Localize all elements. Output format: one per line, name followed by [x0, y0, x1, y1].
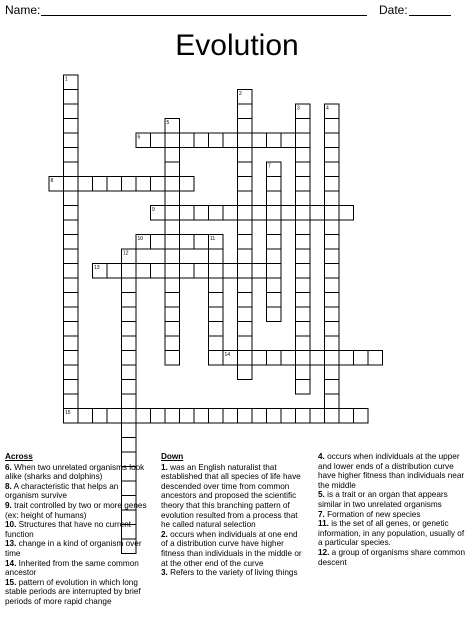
down-clues — [161, 452, 306, 578]
grid-cell[interactable] — [339, 409, 354, 424]
grid-cell[interactable] — [238, 177, 253, 192]
grid-cell[interactable] — [122, 322, 137, 337]
grid-cell[interactable] — [194, 409, 209, 424]
grid-cell[interactable] — [267, 351, 282, 366]
grid-cell[interactable] — [325, 409, 340, 424]
grid-cell[interactable] — [64, 278, 79, 293]
grid-cell[interactable] — [78, 409, 93, 424]
grid-cell[interactable] — [310, 409, 325, 424]
grid-cell[interactable] — [296, 409, 311, 424]
cell-number: 13 — [94, 265, 100, 271]
grid-cell[interactable] — [180, 235, 195, 250]
grid-cell[interactable] — [325, 264, 340, 279]
clue-item: 10. Structures that have no current function — [5, 520, 132, 539]
grid-cell[interactable] — [325, 380, 340, 395]
grid-cell[interactable] — [354, 409, 369, 424]
grid-cell[interactable] — [136, 177, 151, 192]
grid-cell[interactable] — [238, 336, 253, 351]
grid-cell[interactable] — [267, 191, 282, 206]
grid-cell[interactable] — [165, 409, 180, 424]
cell-number: 14 — [224, 352, 231, 358]
grid-cell[interactable] — [325, 235, 340, 250]
grid-cell[interactable] — [64, 394, 79, 409]
grid-cell[interactable] — [238, 409, 253, 424]
grid-cell[interactable] — [238, 322, 253, 337]
clue-item: 15. pattern of evolution in which long stable periods are interrupted by brief periods of more rapid change — [5, 577, 141, 606]
grid-cell[interactable] — [296, 220, 311, 235]
grid-cell[interactable] — [209, 206, 224, 221]
grid-cell[interactable] — [325, 220, 340, 235]
grid-cell[interactable] — [296, 191, 311, 206]
grid-cell[interactable] — [64, 119, 79, 134]
clue-item: 8. A characteristic that helps an organism survive — [5, 481, 119, 501]
grid-cell[interactable] — [165, 162, 180, 177]
grid-cell[interactable] — [122, 394, 137, 409]
grid-cell[interactable] — [325, 206, 340, 221]
grid-cell[interactable] — [194, 133, 209, 148]
grid-cell[interactable] — [223, 133, 238, 148]
grid-cell[interactable] — [238, 104, 253, 119]
grid-cell[interactable] — [180, 206, 195, 221]
grid-cell[interactable] — [151, 264, 166, 279]
clue-item: 1. was an English naturalist that established that all species of life have descended over time from common ancestors and proposed the scientific theory that this branching pattern of evolution resulted from a process that he called natural selection — [161, 462, 301, 530]
cell-number: 2 — [239, 91, 242, 97]
grid-cell[interactable] — [310, 206, 325, 221]
cell-number: 7 — [268, 163, 271, 170]
grid-cell[interactable] — [136, 264, 151, 279]
grid-cell[interactable] — [165, 235, 180, 250]
grid-cell[interactable] — [165, 307, 180, 322]
grid-cell[interactable] — [122, 365, 137, 380]
grid-cell[interactable] — [281, 409, 296, 424]
grid-cell[interactable] — [180, 133, 195, 148]
grid-cell[interactable] — [267, 264, 282, 279]
grid-cell[interactable] — [238, 249, 253, 264]
cell-number: 8 — [50, 178, 54, 184]
grid-cell[interactable] — [325, 351, 340, 366]
clue-item: 14. Inherited from the same common ancestor — [5, 558, 139, 578]
grid-cell[interactable] — [64, 177, 79, 192]
grid-cell[interactable] — [151, 409, 166, 424]
grid-cell[interactable] — [223, 409, 238, 424]
grid-cell[interactable] — [238, 119, 253, 134]
grid-cell[interactable] — [107, 177, 122, 192]
grid-cell[interactable] — [64, 191, 79, 206]
grid-cell[interactable] — [151, 177, 166, 192]
grid-cell[interactable] — [165, 293, 180, 308]
grid-cell[interactable] — [93, 177, 108, 192]
cell-number: 15 — [65, 410, 71, 416]
grid-cell[interactable] — [252, 133, 267, 148]
grid-cell[interactable] — [296, 119, 311, 134]
grid-cell[interactable] — [122, 293, 137, 308]
grid-cell[interactable] — [354, 351, 369, 366]
grid-cell[interactable] — [165, 264, 180, 279]
grid-cell[interactable] — [238, 235, 253, 250]
clue-item: 6. When two unrelated organisms look alike (sharks and dolphins) — [5, 462, 145, 482]
grid-cell[interactable] — [180, 409, 195, 424]
grid-cell[interactable] — [238, 220, 253, 235]
grid-cell[interactable] — [209, 249, 224, 264]
down-clues-continued — [318, 452, 468, 567]
grid-cell[interactable] — [209, 322, 224, 337]
grid-cell[interactable] — [296, 336, 311, 351]
grid-cell[interactable] — [267, 278, 282, 293]
grid-cell[interactable] — [165, 278, 180, 293]
grid-cell[interactable] — [267, 133, 282, 148]
grid-cell[interactable] — [209, 336, 224, 351]
grid-cell[interactable] — [325, 394, 340, 409]
across-heading: Across — [5, 452, 33, 461]
grid-cell[interactable] — [267, 177, 282, 192]
grid-cell[interactable] — [64, 220, 79, 235]
grid-cell[interactable] — [339, 351, 354, 366]
clue-item: 11. is the set of all genes, or genetic information, in any population, usually of a particular species. — [318, 519, 465, 548]
grid-cell[interactable] — [368, 351, 383, 366]
grid-cell[interactable] — [325, 249, 340, 264]
grid-cell[interactable] — [296, 206, 311, 221]
name-label: Name: — [5, 3, 41, 17]
grid-cell[interactable] — [325, 336, 340, 351]
grid-cell[interactable] — [296, 380, 311, 395]
grid-cell[interactable] — [296, 249, 311, 264]
across-clues — [5, 452, 148, 607]
cell-number: 4 — [326, 105, 329, 112]
grid-cell[interactable] — [64, 133, 79, 148]
grid-cell[interactable] — [325, 365, 340, 380]
grid-cell[interactable] — [122, 438, 137, 453]
grid-cell[interactable] — [64, 206, 79, 221]
grid-cell[interactable] — [296, 235, 311, 250]
grid-cell[interactable] — [122, 307, 137, 322]
grid-cell[interactable] — [267, 220, 282, 235]
grid-cell[interactable] — [122, 380, 137, 395]
grid-cell[interactable] — [325, 148, 340, 163]
grid-cell[interactable] — [238, 264, 253, 279]
cell-number: 10 — [137, 236, 144, 242]
grid-cell[interactable] — [310, 351, 325, 366]
grid-cell[interactable] — [296, 307, 311, 322]
clue-item: 5. is a trait or an organ that appears similar in two unrelated organisms — [318, 490, 448, 509]
grid-cell[interactable] — [223, 264, 238, 279]
grid-cell[interactable] — [64, 249, 79, 264]
grid-cell[interactable] — [296, 162, 311, 177]
grid-cell[interactable] — [267, 293, 282, 308]
grid-cell[interactable] — [252, 351, 267, 366]
grid-cell[interactable] — [267, 235, 282, 250]
grid-cell[interactable] — [64, 307, 79, 322]
grid-cell[interactable] — [165, 206, 180, 221]
grid-cell[interactable] — [252, 206, 267, 221]
grid-cell[interactable] — [238, 365, 253, 380]
grid-cell[interactable] — [252, 264, 267, 279]
grid-cell[interactable] — [325, 162, 340, 177]
grid-cell[interactable] — [64, 162, 79, 177]
grid-cell[interactable] — [165, 148, 180, 163]
clue-item: 9. trait controlled by two or more genes (ex: height of humans) — [5, 500, 147, 520]
grid-cell[interactable] — [238, 278, 253, 293]
date-label: Date: — [379, 3, 408, 17]
grid-cell[interactable] — [325, 293, 340, 308]
grid-cell[interactable] — [281, 133, 296, 148]
grid-cell[interactable] — [325, 177, 340, 192]
grid-cell[interactable] — [122, 336, 137, 351]
cell-number: 1 — [65, 76, 68, 83]
grid-cell[interactable] — [165, 249, 180, 264]
grid-cell[interactable] — [93, 409, 108, 424]
grid-cell[interactable] — [296, 293, 311, 308]
grid-cell[interactable] — [64, 322, 79, 337]
grid-cell[interactable] — [339, 206, 354, 221]
cell-number: 5 — [166, 120, 170, 126]
grid-cell[interactable] — [238, 162, 253, 177]
grid-cell[interactable] — [107, 264, 122, 279]
grid-cell[interactable] — [78, 177, 93, 192]
page-title: Evolution — [175, 29, 299, 62]
grid-cell[interactable] — [238, 191, 253, 206]
grid-cell[interactable] — [64, 365, 79, 380]
grid-cell[interactable] — [296, 365, 311, 380]
grid-cell[interactable] — [122, 177, 137, 192]
grid-cell[interactable] — [296, 278, 311, 293]
grid-cell[interactable] — [325, 307, 340, 322]
grid-cell[interactable] — [209, 351, 224, 366]
grid-cell[interactable] — [267, 409, 282, 424]
cell-number: 12 — [123, 250, 129, 257]
grid-cell[interactable] — [238, 133, 253, 148]
grid-cell[interactable] — [238, 293, 253, 308]
grid-cell[interactable] — [267, 249, 282, 264]
grid-cell[interactable] — [325, 119, 340, 134]
grid-cell[interactable] — [64, 148, 79, 163]
grid-cell[interactable] — [209, 293, 224, 308]
grid-cell[interactable] — [209, 307, 224, 322]
grid-cell[interactable] — [209, 278, 224, 293]
grid-cell[interactable] — [194, 264, 209, 279]
grid-cell[interactable] — [296, 264, 311, 279]
grid-cell[interactable] — [107, 409, 122, 424]
grid-cell[interactable] — [180, 264, 195, 279]
grid-cell[interactable] — [194, 235, 209, 250]
grid-cell[interactable] — [296, 322, 311, 337]
grid-cell[interactable] — [325, 191, 340, 206]
grid-cell[interactable] — [122, 264, 137, 279]
grid-cell[interactable] — [238, 351, 253, 366]
grid-cell[interactable] — [209, 264, 224, 279]
grid-cell[interactable] — [165, 351, 180, 366]
grid-cell[interactable] — [325, 278, 340, 293]
grid-cell[interactable] — [122, 423, 137, 438]
grid-cell[interactable] — [281, 351, 296, 366]
grid-cell[interactable] — [267, 307, 282, 322]
clue-item: 12. a group of organisms share common descent — [318, 547, 466, 567]
grid-cell[interactable] — [296, 148, 311, 163]
grid-cell[interactable] — [238, 148, 253, 163]
clue-item: 2. occurs when individuals at one end of a distribution curve have higher fitness than individuals in the middle or at the other end of the curve — [161, 529, 302, 568]
grid-cell[interactable] — [252, 409, 267, 424]
down-heading: Down — [161, 452, 184, 461]
grid-cell[interactable] — [267, 206, 282, 221]
grid-cell[interactable] — [165, 133, 180, 148]
grid-cell[interactable] — [325, 322, 340, 337]
cell-number: 6 — [137, 134, 141, 141]
grid-cell[interactable] — [122, 278, 137, 293]
grid-cell[interactable] — [64, 264, 79, 279]
grid-cell[interactable] — [64, 90, 79, 105]
grid-cell[interactable] — [165, 336, 180, 351]
grid-cell[interactable] — [64, 293, 79, 308]
grid-cell[interactable] — [325, 133, 340, 148]
grid-cell[interactable] — [165, 177, 180, 192]
grid-cell[interactable] — [238, 206, 253, 221]
grid-cell[interactable] — [165, 322, 180, 337]
grid-cell[interactable] — [194, 206, 209, 221]
grid-cell[interactable] — [238, 307, 253, 322]
grid-cell[interactable] — [209, 409, 224, 424]
grid-cell[interactable] — [64, 351, 79, 366]
grid-cell[interactable] — [64, 380, 79, 395]
cell-number: 3 — [297, 105, 300, 112]
grid-cell[interactable] — [151, 235, 166, 250]
grid-cell[interactable] — [136, 409, 151, 424]
grid-cell[interactable] — [64, 104, 79, 119]
clue-item: 7. Formation of new species — [318, 509, 421, 519]
grid-cell[interactable] — [122, 409, 137, 424]
grid-cell[interactable] — [122, 351, 137, 366]
grid-cell[interactable] — [209, 133, 224, 148]
clue-item: 3. Refers to the variety of living things — [161, 568, 298, 578]
grid-cell[interactable] — [223, 206, 238, 221]
grid-cell[interactable] — [296, 177, 311, 192]
grid-cell[interactable] — [296, 133, 311, 148]
grid-cell[interactable] — [281, 206, 296, 221]
cell-number: 9 — [152, 207, 155, 213]
clue-item: 13. change in a kind of organism over time — [5, 539, 142, 558]
grid-cell[interactable] — [64, 336, 79, 351]
grid-cell[interactable] — [296, 351, 311, 366]
grid-cell[interactable] — [151, 133, 166, 148]
cell-number: 11 — [210, 236, 216, 242]
grid-cell[interactable] — [64, 235, 79, 250]
grid-cell[interactable] — [165, 191, 180, 206]
grid-cell[interactable] — [180, 177, 195, 192]
clue-item: 4. occurs when individuals at the upper and lower ends of a distribution curve have higher fitness than individuals near the middle — [318, 452, 465, 490]
grid-cell[interactable] — [165, 220, 180, 235]
